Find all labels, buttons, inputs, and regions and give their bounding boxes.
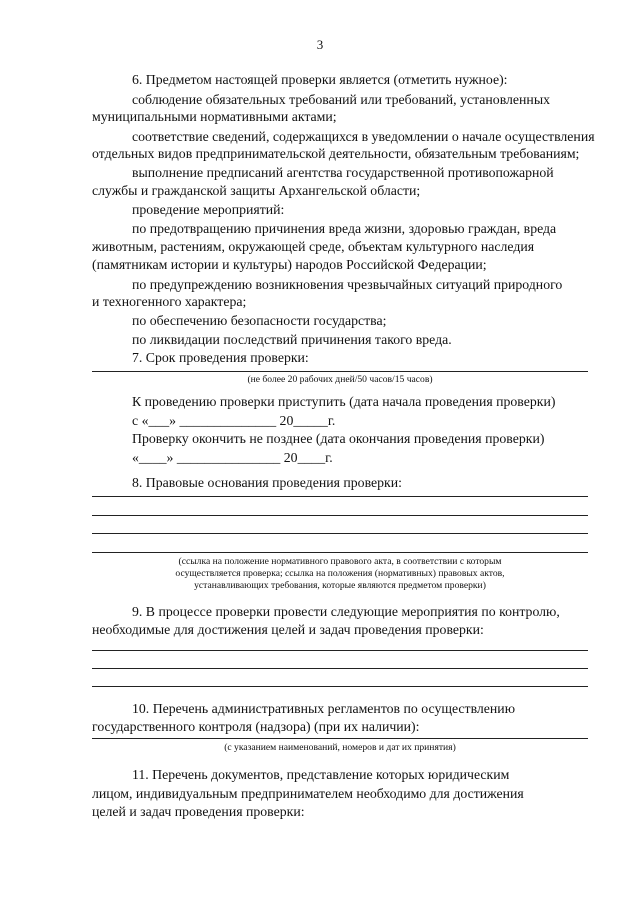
section10-caption: (с указанием наименований, номеров и дат их принятия): [224, 742, 456, 753]
section11-line: 11. Перечень документов, представление которых юридическим: [132, 767, 510, 782]
section8-caption: осуществляется проверка; ссылка на положения (нормативных) правовых актов,: [175, 568, 505, 579]
section6-line: по ликвидации последствий причинения такого вреда.: [132, 332, 452, 347]
section6-line: по предупреждению возникновения чрезвычайных ситуаций природного: [132, 277, 563, 292]
section7-caption: (не более 20 рабочих дней/50 часов/15 часов): [247, 374, 433, 385]
section9-line: необходимые для достижения целей и задач проведения проверки:: [92, 622, 484, 637]
section6-line: соответствие сведений, содержащихся в уведомлении о начале осуществления: [132, 129, 595, 144]
section6-line: по обеспечению безопасности государства;: [132, 313, 387, 328]
fill-line: [92, 552, 588, 553]
section10-line: государственного контроля (надзора) (при их наличии):: [92, 719, 420, 734]
section7-heading: 7. Срок проведения проверки:: [132, 350, 309, 365]
section6-line: и техногенного характера;: [92, 294, 247, 309]
fill-line: [92, 496, 588, 497]
section6-line: (памятникам истории и культуры) народов Российской Федерации;: [92, 257, 487, 272]
section6-line: соблюдение обязательных требований или требований, установленных: [132, 92, 550, 107]
fill-line: [92, 738, 588, 739]
end-date-field: «____» _______________ 20____г.: [132, 450, 333, 465]
section10-line: 10. Перечень административных регламентов по осуществлению: [132, 701, 515, 716]
start-date-label: К проведению проверки приступить (дата начала проведения проверки): [132, 394, 556, 409]
section6-line: службы и гражданской защиты Архангельской области;: [92, 183, 421, 198]
fill-line: [92, 650, 588, 651]
fill-line: [92, 668, 588, 669]
fill-line: [92, 371, 588, 372]
page-number: 3: [316, 37, 324, 52]
section8-heading: 8. Правовые основания проведения проверки:: [132, 475, 402, 490]
section6-line: выполнение предписаний агентства государственной противопожарной: [132, 165, 554, 180]
section6-line: отдельных видов предпринимательской деятельности, обязательным требованиям;: [92, 146, 580, 161]
end-date-label: Проверку окончить не позднее (дата окончания проведения проверки): [132, 431, 545, 446]
fill-line: [92, 533, 588, 534]
start-date-field: с «___» ______________ 20_____г.: [132, 413, 336, 428]
section11-line: лицом, индивидуальным предпринимателем необходимо для достижения: [92, 786, 524, 801]
section11-line: целей и задач проведения проверки:: [92, 804, 305, 819]
fill-line: [92, 515, 588, 516]
section6-line: муниципальными нормативными актами;: [92, 109, 337, 124]
section6-line: по предотвращению причинения вреда жизни, здоровью граждан, вреда: [132, 221, 557, 236]
section6-heading: 6. Предметом настоящей проверки является (отметить нужное):: [132, 72, 508, 87]
section8-caption: (ссылка на положение нормативного правового акта, в соответствии с которым: [178, 556, 502, 567]
section9-line: 9. В процессе проверки провести следующие мероприятия по контролю,: [132, 604, 560, 619]
fill-line: [92, 686, 588, 687]
section6-line: проведение мероприятий:: [132, 202, 285, 217]
section6-line: животным, растениям, окружающей среде, объектам культурного наследия: [92, 239, 535, 254]
section8-caption: устанавливающих требования, которые являются предметом проверки): [194, 580, 486, 591]
